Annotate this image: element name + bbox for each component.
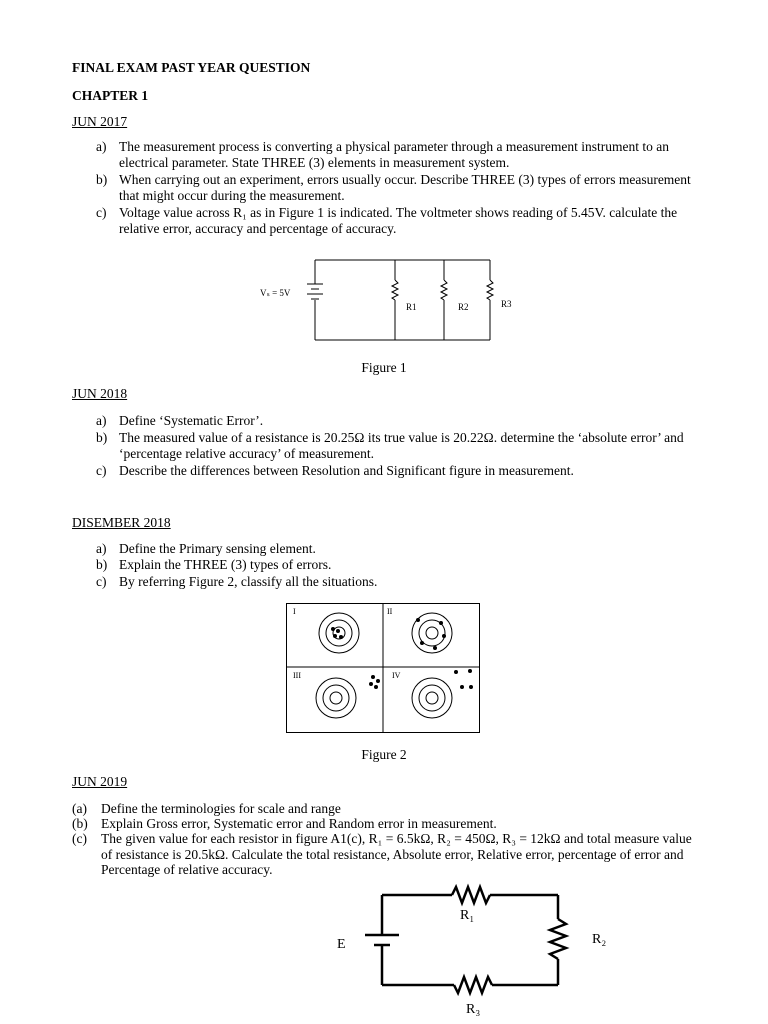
figure-a1c-circuit xyxy=(320,877,620,1024)
document-title: FINAL EXAM PAST YEAR QUESTION xyxy=(72,60,311,75)
question-text: When carrying out an experiment, errors usually occur. Describe THREE (3) types of errors measurement that might occur during the measurement. xyxy=(119,172,691,203)
question-text: Voltage value across R₁ as in Figure 1 is indicated. The voltmeter shows reading of 5.45V. calculate the relative error, accuracy and percentage of accuracy. xyxy=(119,205,678,236)
question-label: a) xyxy=(96,541,107,556)
question-text: Define the terminologies for scale and range xyxy=(101,801,341,816)
question-label: a) xyxy=(96,413,107,428)
figure-1-r1-label: R1 xyxy=(406,302,417,312)
figure-a1c-source-label: E xyxy=(337,937,346,952)
quadrant-3-label: III xyxy=(293,671,301,680)
question-text: Define the Primary sensing element. xyxy=(119,541,316,556)
chapter-title: CHAPTER 1 xyxy=(72,88,149,103)
figure-2-caption: Figure 2 xyxy=(361,747,407,762)
question-label: b) xyxy=(96,557,108,572)
question-label: b) xyxy=(96,172,108,187)
question-text: The measured value of a resistance is 20.25Ω its true value is 20.22Ω. determine the ‘absolute error’ and ‘percentage relative accuracy’ of measurement. xyxy=(119,430,684,461)
question-label: a) xyxy=(96,139,107,154)
figure-1-circuit xyxy=(255,252,525,348)
question-text: The measurement process is converting a physical parameter through a measurement instrument to an electrical parameter. State THREE (3) elements in measurement system. xyxy=(119,139,669,170)
section-heading-disember-2018: DISEMBER 2018 xyxy=(72,515,171,530)
question-label: (b) xyxy=(72,816,88,831)
question-label: b) xyxy=(96,430,108,445)
question-label: c) xyxy=(96,205,107,220)
question-label: c) xyxy=(96,574,107,589)
question-label: (a) xyxy=(72,801,87,816)
section-heading-jun-2018: JUN 2018 xyxy=(72,386,128,401)
section-heading-jun-2019: JUN 2019 xyxy=(72,774,128,789)
figure-1-r3-label: R3 xyxy=(501,299,512,309)
question-text: Describe the differences between Resolution and Significant figure in measurement. xyxy=(119,463,574,478)
question-text: Explain Gross error, Systematic error and Random error in measurement. xyxy=(101,816,497,831)
question-text: Explain the THREE (3) types of errors. xyxy=(119,557,332,572)
figure-a1c-r3-label: R₃ xyxy=(466,1002,481,1017)
question-text: By referring Figure 2, classify all the situations. xyxy=(119,574,378,589)
figure-1-r2-label: R2 xyxy=(458,302,469,312)
section-heading-jun-2017: JUN 2017 xyxy=(72,114,128,129)
question-label: c) xyxy=(96,463,107,478)
figure-1-source-label: Vₛ = 5V xyxy=(260,288,291,298)
question-text: The given value for each resistor in figure A1(c), R₁ = 6.5kΩ, R₂ = 450Ω, R₃ = 12kΩ and total measure value of resistance is 20.5kΩ. Calculate the total resistance, Absolute error, Relative error, percentage of error and Percentage of relative accuracy. xyxy=(101,831,692,877)
figure-a1c-r1-label: R₁ xyxy=(460,908,475,923)
figure-a1c-r2-label: R₂ xyxy=(592,932,607,947)
figure-2-targets xyxy=(286,603,480,733)
quadrant-1-label: I xyxy=(293,607,296,616)
figure-1-caption: Figure 1 xyxy=(361,360,407,375)
quadrant-2-label: II xyxy=(387,607,393,616)
quadrant-4-label: IV xyxy=(392,671,401,680)
question-text: Define ‘Systematic Error’. xyxy=(119,413,264,428)
question-label: (c) xyxy=(72,831,87,846)
